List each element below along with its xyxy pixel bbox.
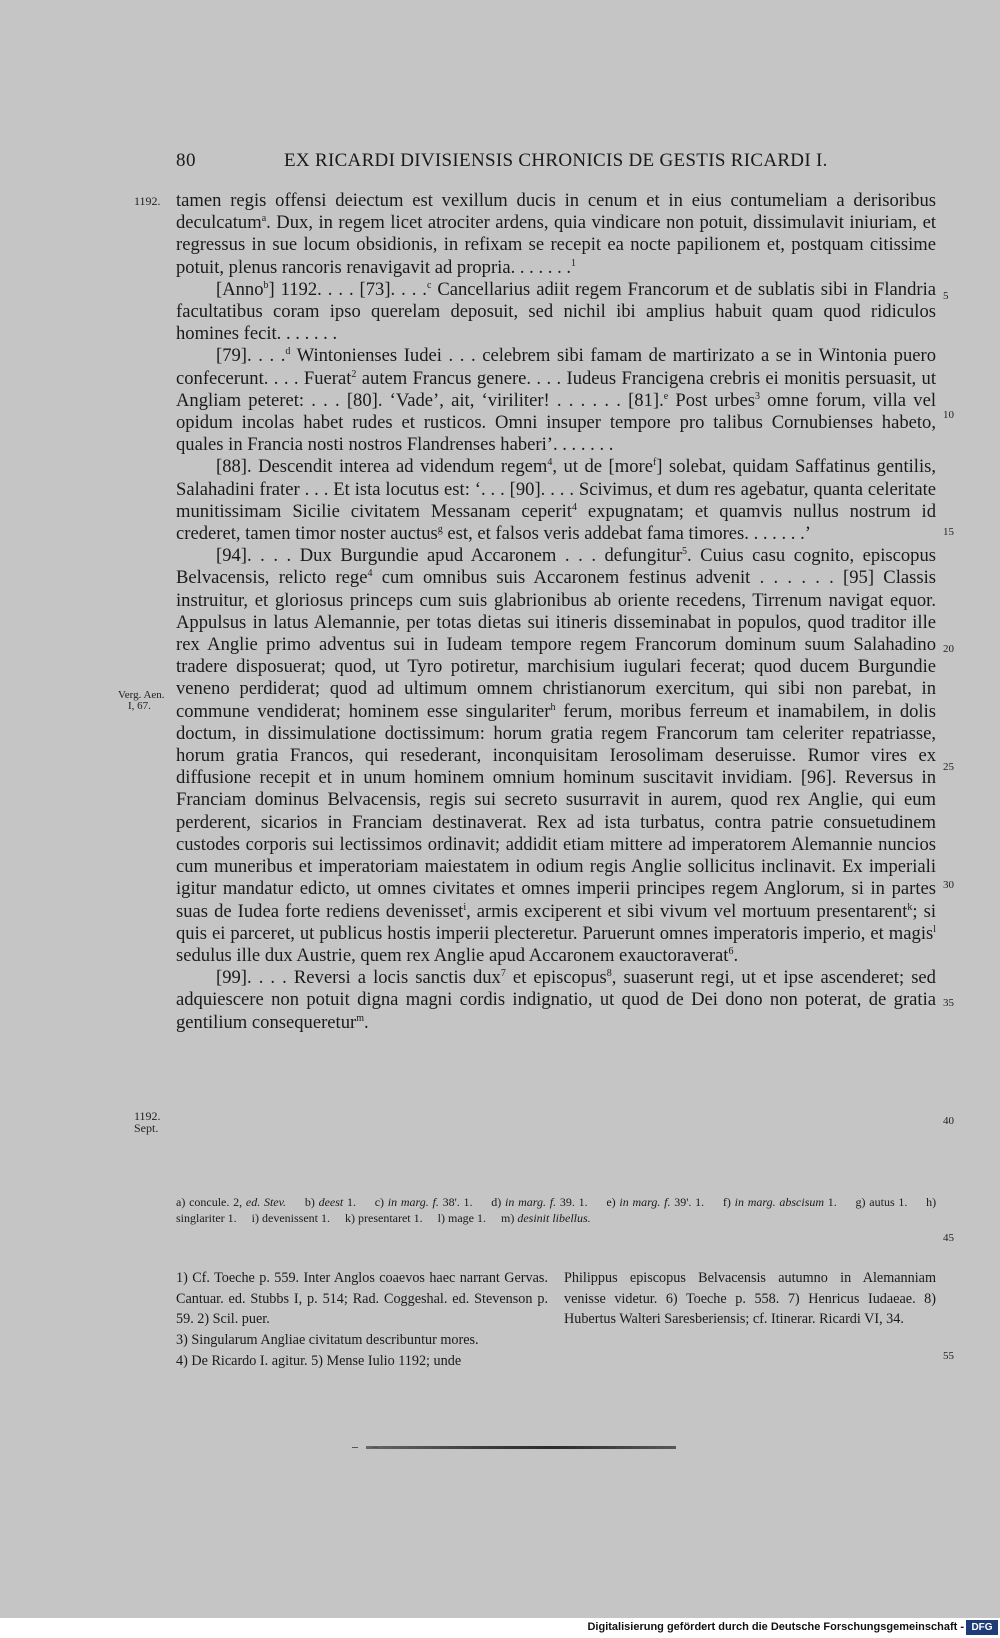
footnote: 1) Cf. Toeche p. 559. Inter Anglos coaevos haec narrant Gervas. Cantuar. ed. Stubbs I, p. 514; Rad. Coggeshal. ed. Stevenson p. 59. 2) Scil. puer. xyxy=(176,1270,548,1328)
apparatus-criticus xyxy=(176,1194,936,1226)
line-number: 20 xyxy=(943,643,954,655)
apparatus-entry: f) in marg. abscisum 1. xyxy=(722,1195,837,1209)
dfg-logo: DFG xyxy=(966,1620,998,1635)
apparatus-entry: k) presentaret 1. xyxy=(345,1211,423,1225)
paragraph-2: [Anno$^b$] 1192. . . . [73]. . . .$^c$ Cancellarius adiit regem Francorum et de sublatis sibi in Flandria facultatibus coram ipso querelam deposuit, sed nichil ibi amplius habuit quam quod ridiculos homines fecit. . . . . . . xyxy=(176,278,936,345)
rule-dash xyxy=(352,1447,358,1448)
margin-verg-line2: I, 67. xyxy=(128,700,151,712)
decorative-rule xyxy=(366,1446,676,1449)
line-number: 5 xyxy=(943,290,949,302)
apparatus-entry: a) concule. 2, ed. Stev. xyxy=(176,1195,287,1209)
apparatus-entry: g) autus 1. xyxy=(855,1195,908,1209)
credit-text: Digitalisierung gefördert durch die Deutsche Forschungsgemeinschaft - xyxy=(587,1621,964,1633)
margin-year-bottom-line1: 1192. xyxy=(134,1109,161,1123)
margin-verg-line1: Verg. Aen. xyxy=(118,689,165,701)
apparatus-entry: c) in marg. f. 38'. 1. xyxy=(374,1195,473,1209)
page-header xyxy=(0,150,1000,180)
line-number: 40 xyxy=(943,1115,954,1127)
margin-verg-ref xyxy=(118,690,165,712)
margin-year-bottom xyxy=(134,1110,161,1134)
paragraph-3: [79]. . . .$^d$ Wintonienses Iudei . . . celebrem sibi famam de martirizato a se in Wintonia puero confecerunt. . . . Fuerat$^2$ autem Francus genere. . . . Iudeus Francigena crebris ei monitis persuasit, ut Angliam peteret: . . . [80]. ‘Vade’, ait, ‘viriliter! . . . . . . [81].$^e$ Post urbes$^3$ omne forum, villa vel opidum incolas habet rudes et rusticos. Omni insuper tempore pro talibus Cornubienses habeto, quales in Francia nosti nostros Flandrenses haberi’. . . . . . . xyxy=(176,345,937,456)
paragraph-6: [99]. . . . Reversi a locis sanctis dux$^7$ et episcopus$^8$, suaserunt regi, ut et ipse ascenderet; sed adquiescere non potuit digna magni cordis indignatio, ut quod de Dei dono non poterat, de gratia gentilium consequeretur$^m$. xyxy=(176,967,936,1033)
apparatus-entry: m) desinit libellus. xyxy=(500,1211,591,1225)
page-number: 80 xyxy=(176,150,196,171)
line-number: 45 xyxy=(943,1232,954,1244)
line-number: 25 xyxy=(943,761,954,773)
running-title: EX RICARDI DIVISIENSIS CHRONICIS DE GESTIS RICARDI I. xyxy=(284,150,828,171)
paragraph-5: [94]. . . . Dux Burgundie apud Accaronem . . . defungitur$^5$. Cuius casu cognito, episcopus Belvacensis, relicto rege$^4$ cum omnibus suis Accaronem festinus advenit . . . . . . [95] Classis instruitur, et gloriosus princeps cum suis glabrionibus ab oriente recedens, Tirrenum navigat equor. Appulsus in latus Alemannie, per totas dietas sui itineris disseminabat in populos, quod traditor ille rex Anglie primo adventus sui in Iudeam tempore regem Francorum dominum suum Salahadino tradere disposuerat; quod, ut Tyro potiretur, marchisium iugulari fecerat; quod ducem Burgundie veneno perdiderat; quod ad ultimum omnem christianorum exercitum, qui sibi non parebat, in commune vendiderat; hominem esse singulariter$^h$ ferum, moribus ferreum et inamabilem, in dolis doctum, in dissimulatione doctissimum: horum gratia regem Francorum tam celeriter repatriasse, horum gratia Francos, qui resederant, inconquisitam Ierosolimam deseruisse. Rumor vires ex diffusione recepit et in unum hominem omnium hominum suscitavit invidiam. [96]. Reversus in Franciam dominus Belvacensis, regis sui secreto susurravit in aurem, quod rex Anglie, qui eum perderent, sicarios in Franciam destinaverat. Rex ad ista turbatus, contra patrie consuetudinem custodes corporis sui lectissimos ordinavit; addidit etiam mittere ad imperatorem Alemannie nuncios cum muneribus et imperatoriam maiestatem in odium regis Anglie sollicitus inclinavit. Ex imperiali igitur mandatur edicto, ut omnes civitates et omnes imperii principes regem Anglorum, si in partes suas de Iudea forte rediens devenisset$^i$, armis exciperent et sibi vivum vel mortuum presentarent$^k$; si quis ei parceret, ut publicus hostis imperii plecteretur. Paruerunt omnes imperatoris imperio, et magis$^l$ sedulus ille dux Austrie, quem rex Anglie apud Accaronem exauctoraverat$^6$. xyxy=(176,545,937,966)
line-number: 35 xyxy=(943,997,954,1009)
apparatus-entry: h) singlariter 1. xyxy=(176,1195,937,1225)
line-number: 55 xyxy=(943,1350,954,1362)
main-text xyxy=(176,190,936,1034)
footnote: 4) De Ricardo I. agitur. 5) Mense Iulio 1192; unde xyxy=(176,1352,462,1369)
footnotes-left xyxy=(176,1268,548,1372)
margin-year-bottom-line2: Sept. xyxy=(134,1121,159,1135)
footnote: 3) Singularum Angliae civitatum describuntur mores. xyxy=(176,1332,479,1349)
margin-year-top: 1192. xyxy=(134,194,161,208)
paragraph-1: tamen regis offensi deiectum est vexillum ducis in cenum et in eius contumeliam a derisoribus deculcatum$^a$. Dux, in regem licet atrociter ardens, quia vindicare non potuit, dissimulavit iniuriam, et regressus in sue locum obsidionis, in refixam se recepit ea nocte papilionem et, postquam citissime potuit, plenus rancoris renavigavit ad propria. . . . . . .$^1$ xyxy=(176,190,936,278)
apparatus-entry: d) in marg. f. 39. 1. xyxy=(491,1195,588,1209)
apparatus-entry: i) devenissent 1. xyxy=(251,1211,330,1225)
apparatus-entry: b) deest 1. xyxy=(304,1195,356,1209)
line-number: 15 xyxy=(943,526,954,538)
apparatus-entry: l) mage 1. xyxy=(437,1211,486,1225)
apparatus-entry: e) in marg. f. 39'. 1. xyxy=(606,1195,705,1209)
credit-bar xyxy=(0,1618,1000,1638)
footnotes-right xyxy=(564,1268,936,1330)
line-number: 10 xyxy=(943,409,954,421)
footnote: Philippus episcopus Belvacensis autumno in Alemanniam venisse videtur. 6) Toeche p. 558. 7) Henricus Iudaeae. 8) Hubertus Walteri Saresberiensis; cf. Itinerar. Ricardi VI, 34. xyxy=(564,1270,936,1328)
paragraph-4: [88]. Descendit interea ad videndum regem$^4$, ut de [more$^f$] solebat, quidam Saffatinus gentilis, Salahadini frater . . . Et ista locutus est: ‘. . . [90]. . . . Scivimus, et dum res agebatur, quanta celeritate munitissimam Sicilie civitatem Messanam ceperit$^4$ expugnatam; et quamvis nullus nostrum id crederet, tamen timor noster auctus$^g$ est, et falsos veris addebat fama timores. . . . . . .’ xyxy=(176,456,937,545)
line-number: 30 xyxy=(943,879,954,891)
